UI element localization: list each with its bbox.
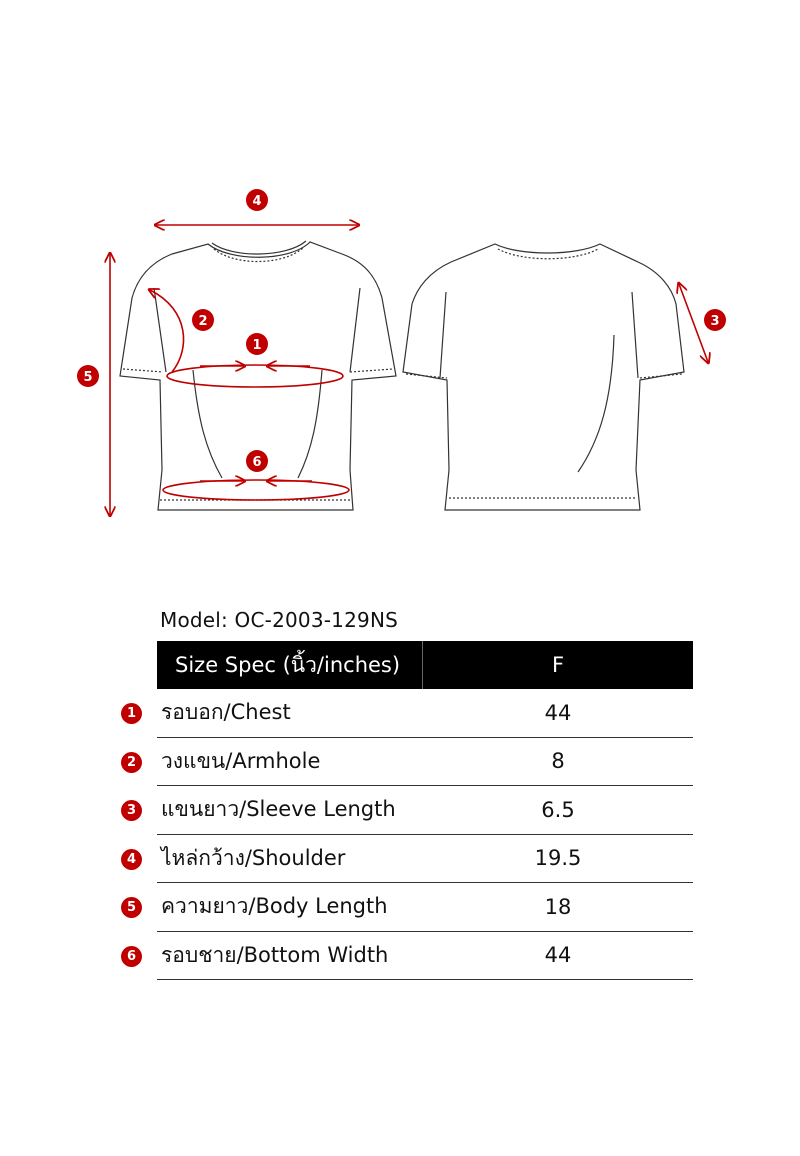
svg-text:4: 4 — [252, 194, 262, 209]
svg-text:1: 1 — [252, 338, 262, 353]
measurement-guides — [110, 225, 708, 515]
marker-5 — [77, 365, 99, 387]
row-value: 44 — [544, 700, 572, 725]
svg-text:3: 3 — [710, 314, 720, 329]
marker-6 — [246, 450, 268, 472]
table-row — [126, 835, 693, 884]
row-number-badge: 6 — [121, 946, 142, 967]
marker-1 — [246, 333, 268, 355]
marker-2 — [192, 309, 214, 331]
marker-4 — [246, 189, 268, 211]
table-row — [126, 738, 693, 787]
header-size: F — [551, 653, 565, 677]
size-spec-table — [126, 641, 693, 980]
row-value: 8 — [551, 749, 565, 774]
row-label: ไหล่กว้าง/Shoulder — [161, 845, 346, 870]
row-number-badge: 5 — [121, 897, 142, 918]
svg-text:6: 6 — [252, 455, 262, 470]
row-value: 6.5 — [541, 797, 575, 822]
header-label: Size Spec (นิ้ว/inches) — [157, 641, 423, 689]
row-value: 18 — [544, 894, 572, 919]
garment-measurement-diagram — [0, 0, 800, 560]
armhole-arrow — [150, 290, 184, 372]
table-row — [126, 689, 693, 738]
table-row — [126, 883, 693, 932]
row-number-badge: 2 — [121, 752, 142, 773]
back-shirt-sketch — [403, 244, 684, 510]
row-label: ความยาว/Body Length — [161, 894, 388, 919]
svg-text:5: 5 — [83, 370, 93, 385]
row-label: วงแขน/Armhole — [161, 748, 321, 773]
marker-3 — [704, 309, 726, 331]
row-value: 44 — [544, 943, 572, 968]
row-number-badge: 4 — [121, 849, 142, 870]
bottom-ellipse — [163, 480, 349, 500]
table-row — [126, 932, 693, 981]
svg-text:2: 2 — [198, 314, 208, 329]
model-label: Model: OC-2003-129NS — [160, 608, 399, 632]
table-header — [157, 641, 693, 689]
row-number-badge: 1 — [121, 703, 142, 724]
table-row — [126, 786, 693, 835]
row-label: แขนยาว/Sleeve Length — [161, 797, 396, 822]
sleeve-length-arrow — [679, 284, 708, 362]
row-number-badge: 3 — [121, 800, 142, 821]
row-label: รอบชาย/Bottom Width — [161, 942, 389, 967]
row-label: รอบอก/Chest — [161, 700, 291, 725]
row-value: 19.5 — [534, 846, 582, 871]
